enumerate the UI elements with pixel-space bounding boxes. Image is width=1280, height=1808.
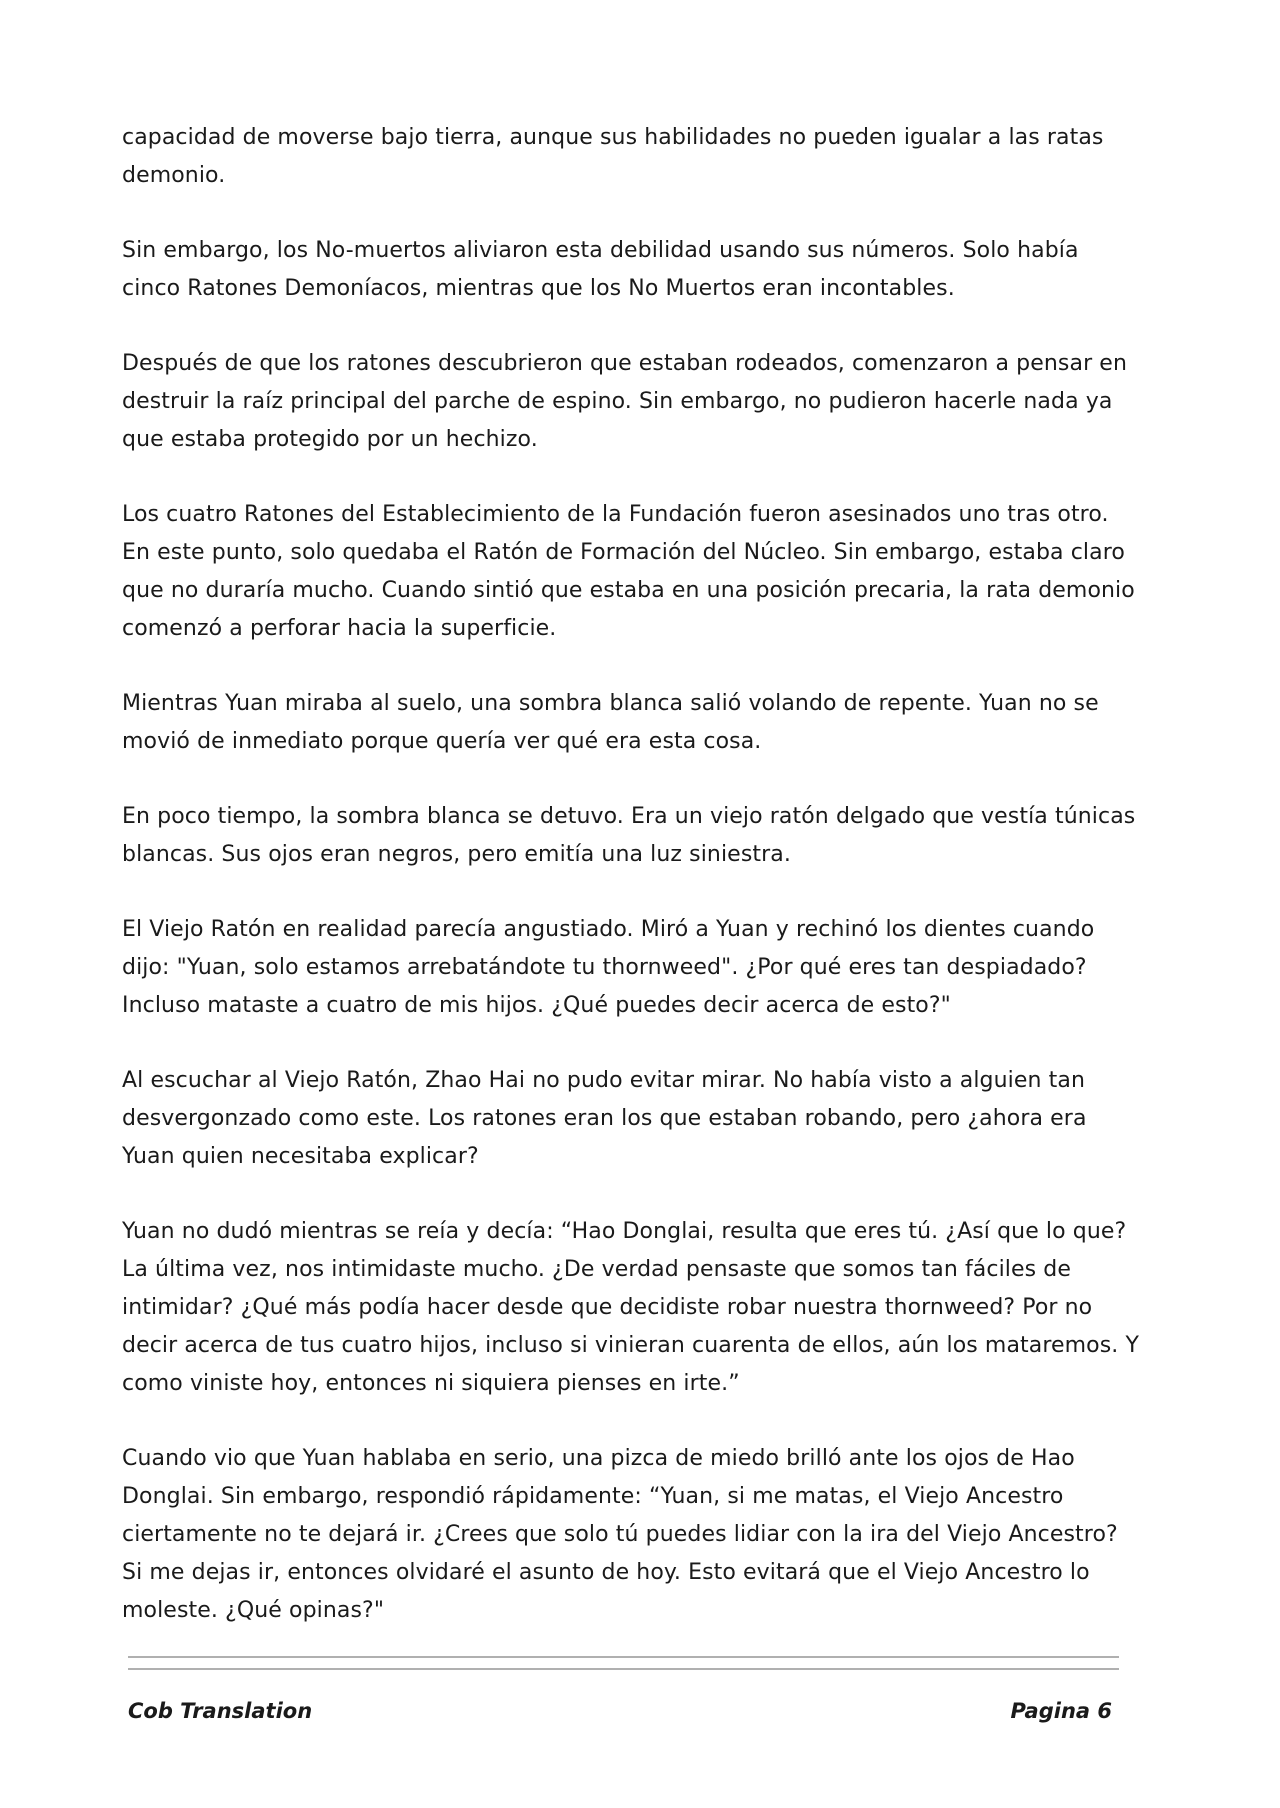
paragraph: Los cuatro Ratones del Establecimiento de la Fundación fueron asesinados uno tras otro. En este punto, solo quedaba el Ratón de Formación del Núcleo. Sin embargo, estaba claro que no duraría mucho. Cuando sintió que estaba en una posición precaria, la rata demonio comenzó a perforar hacia la superficie.: [122, 502, 1135, 641]
paragraph: capacidad de moverse bajo tierra, aunque sus habilidades no pueden igualar a las ratas demonio.: [122, 125, 1104, 188]
footer-divider: [128, 1668, 1119, 1670]
paragraph: Cuando vio que Yuan hablaba en serio, una pizca de miedo brilló ante los ojos de Hao Donglai. Sin embargo, respondió rápidamente: “Yuan, si me matas, el Viejo Ancestro ciertamente no te dejará ir. ¿Crees que solo tú puedes lidiar con la ira del Viejo Ancestro? Si me dejas ir, entonces olvidaré el asunto de hoy. Esto evitará que el Viejo Ancestro lo moleste. ¿Qué opinas?": [122, 1446, 1118, 1623]
footer-divider: [128, 1656, 1119, 1658]
paragraph: Al escuchar al Viejo Ratón, Zhao Hai no pudo evitar mirar. No había visto a alguien tan desvergonzado como este. Los ratones eran los que estaban robando, pero ¿ahora era Yuan quien necesitaba explicar?: [122, 1068, 1087, 1169]
paragraph: Después de que los ratones descubrieron que estaban rodeados, comenzaron a pensar en destruir la raíz principal del parche de espino. Sin embargo, no pudieron hacerle nada ya que estaba protegido por un hechizo.: [122, 351, 1127, 452]
footer-publisher: Cob Translation: [128, 1699, 313, 1723]
paragraph: El Viejo Ratón en realidad parecía angustiado. Miró a Yuan y rechinó los dientes cuando dijo: "Yuan, solo estamos arrebatándote tu thornweed". ¿Por qué eres tan despiadado? Incluso mataste a cuatro de mis hijos. ¿Qué puedes decir acerca de esto?": [122, 917, 1095, 1018]
paragraph: Mientras Yuan miraba al suelo, una sombra blanca salió volando de repente. Yuan no se movió de inmediato porque quería ver qué era esta cosa.: [122, 691, 1099, 754]
paragraph: Yuan no dudó mientras se reía y decía: “Hao Donglai, resulta que eres tú. ¿Así que lo que? La última vez, nos intimidaste mucho. ¿De verdad pensaste que somos tan fáciles de intimidar? ¿Qué más podía hacer desde que decidiste robar nuestra thornweed? Por no decir acerca de tus cuatro hijos, incluso si vinieran cuarenta de ellos, aún los mataremos. Y como viniste hoy, entonces ni siquiera pienses en irte.”: [122, 1219, 1140, 1396]
paragraph: Sin embargo, los No-muertos aliviaron esta debilidad usando sus números. Solo había cinco Ratones Demoníacos, mientras que los No Muertos eran incontables.: [122, 238, 1079, 301]
paragraph: En poco tiempo, la sombra blanca se detuvo. Era un viejo ratón delgado que vestía túnicas blancas. Sus ojos eran negros, pero emitía una luz siniestra.: [122, 804, 1136, 867]
body-text: [122, 119, 1142, 1667]
footer-page-number: Pagina 6: [1010, 1699, 1112, 1723]
